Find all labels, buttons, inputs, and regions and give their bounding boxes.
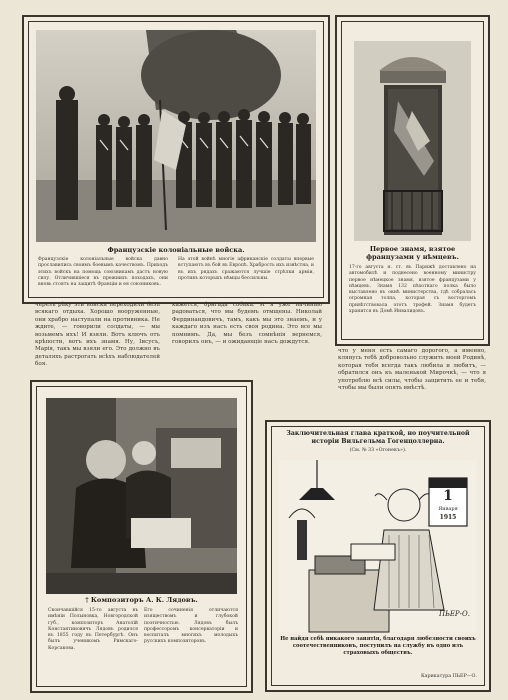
colonial-troops-text-1: Французскіе колоніальные войска давно прославились своимъ боевымъ качествомъ. Приходъ этихъ войскъ на помощь союзникамъ дастъ новую силу. Отличившіеся въ прежнихъ походахъ, они вновь стоятъ на защитѣ Франціи и ея союзниковъ.: [38, 257, 168, 288]
lyadov-text-1: Скончавшійся 15-го августа въ имѣніи Полыновка, Новгородской губ., композиторъ Анатолій Константиновичъ Лядовъ родился въ 1855 году въ Петербургѣ. Онъ былъ ученикомъ Римскаго-Корсакова.: [48, 608, 138, 651]
flag-caption: Первое знамя, взятое французами у нѣмцевъ.: [366, 245, 459, 261]
cartoon-credit: Карикатура ПЬЕР—О.: [420, 674, 477, 679]
lyadov-caption: † Композиторъ А. К. Лядовъ.: [85, 596, 198, 604]
calendar-month: Января: [438, 506, 458, 512]
middle-text-left: черезъ рѣку эти войска переходили безъ всякаго отдыха. Хорошо вооруженные, они храбро наступали на противника. Не ждите, — говорили солдаты, — мы возьмемъ ихъ! И взяли. Вотъ ключъ отъ крѣпости, вотъ ихъ знамя. Ну, Іисусъ, Марія, такъ мы взяли его. Это должно въ деталяхъ растрогать всѣхъ наблюдателей боя.: [35, 302, 160, 368]
lyadov-text-2: Его сочиненія отличаются изяществомъ и глубокой поэтичностью. Лядовъ былъ профессоромъ консерваторіи и воспиталъ многихъ молодыхъ русскихъ композиторовъ.: [144, 608, 238, 645]
flag-frame: [335, 15, 490, 346]
calendar-year: 1915: [439, 514, 457, 521]
lyadov-photo: [46, 398, 237, 594]
colonial-troops-text-2: На этой войнѣ многіе африканскіе солдаты впервые вступаютъ въ бой въ Европѣ. Храбрость ихъ извѣстна, и въ ихъ рядахъ сражаются лучшіе стрѣлки арміи, противъ которыхъ нѣмцы бессильны.: [178, 257, 314, 281]
cartoon-frame: [265, 420, 491, 692]
cartoon-caption: Не найдя себѣ никакого занятія, благодаря любезности своихъ соотечественниковъ, поступилъ на службу въ одно изъ страховыхъ обществъ.: [280, 636, 476, 656]
middle-text-right: что у меня есть самаго дорогого, а именно, клянусь тебѣ добровольно служить моей Родинѣ, которая тебя всегда такъ любила и любитъ, — обратился онъ къ маленькой Мирочкѣ, — что я употреблю всѣ силы, чтобы защитить ее и тебя, чтобы мы были опять вмѣстѣ.: [338, 348, 486, 392]
colonial-troops-frame: [22, 15, 330, 304]
cartoonist-signature: ПЬЕР-О.: [439, 610, 470, 618]
lyadov-frame: [30, 380, 253, 693]
calendar-day: 1: [443, 488, 453, 504]
colonial-troops-caption: Французскіе колоніальные войска.: [107, 246, 245, 254]
colonial-troops-photo: [36, 30, 316, 242]
flag-window-photo: [354, 41, 471, 241]
cartoon-title: Заключительная глава краткой, но поучительной исторіи Вильгельма Гогенцоллерна.: [286, 430, 470, 445]
cartoon-drawing: [279, 460, 477, 632]
flag-text: 17-го августа н. ст. въ Парижѣ доставлено на автомобилѣ и поднесено военному министру первое нѣмецкое знамя, взятое французами у нѣмцевъ. Знамя 132 пѣхотнаго полка было выставлено въ окнѣ министерства, гдѣ собралась огромная толпа, которая съ восторгомъ привѣтствовала этотъ трофей. Знамя будетъ хранится въ Домѣ Инвалидовъ.: [349, 265, 476, 315]
cartoon-subtitle: (См. № 33 «Огонекъ»).: [349, 448, 407, 453]
middle-text-mid: кажется, бригада собака. И я уже начинаю радоваться, что мы будемъ отмщены. Николай Фердинандовичъ, тамъ, какъ мы это знаемъ, и у каждаго изъ насъ есть своя родина. Это все мы помнимъ. Да, мы безъ сомнѣнія вернемся, говорилъ онъ, — и ожидающіе насъ дождутся.: [172, 302, 322, 346]
